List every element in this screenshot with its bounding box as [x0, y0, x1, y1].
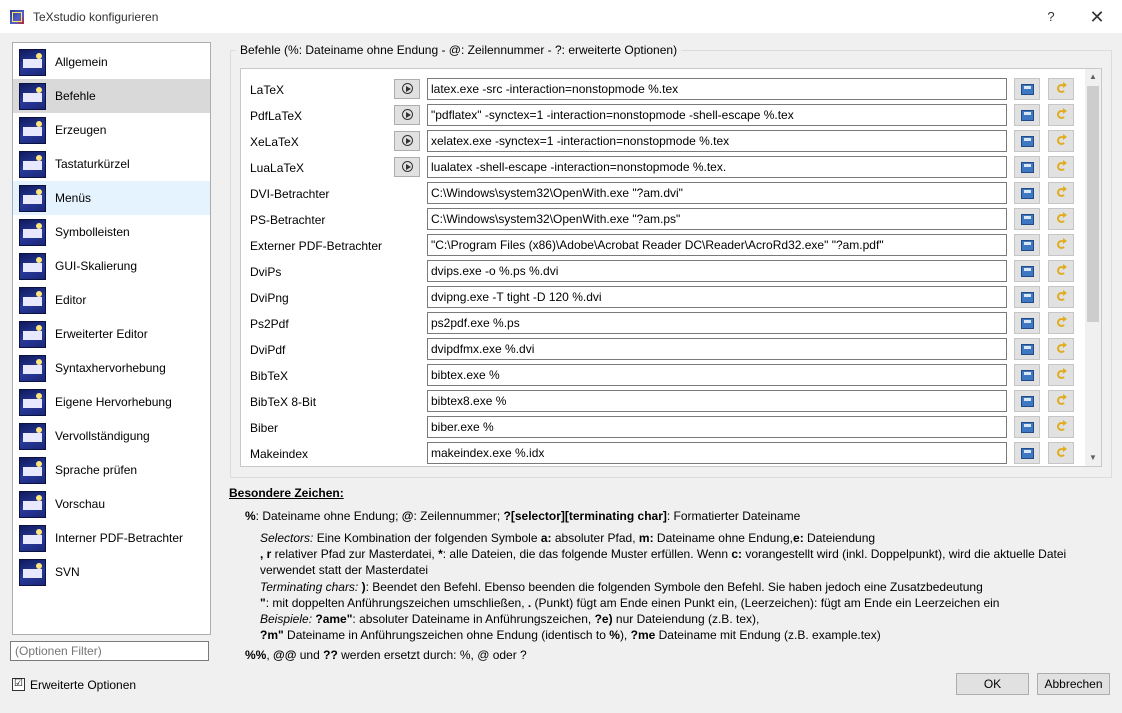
scroll-up-arrow-icon[interactable]: ▲ — [1089, 72, 1097, 81]
wizard-play-icon — [402, 161, 413, 172]
save-command-button[interactable] — [1014, 208, 1040, 230]
info-italic: Terminating chars: — [260, 579, 359, 594]
sidebar-item-label: Allgemein — [55, 55, 108, 69]
save-command-button[interactable] — [1014, 234, 1040, 256]
commands-scrollbar[interactable] — [1085, 69, 1101, 466]
sidebar-item[interactable] — [13, 351, 210, 385]
command-row — [241, 363, 1086, 389]
editor-icon — [19, 287, 46, 314]
reset-command-button[interactable] — [1048, 390, 1074, 412]
undo-arrow-icon — [1057, 370, 1066, 379]
undo-arrow-icon — [1057, 396, 1066, 405]
reset-command-button[interactable] — [1048, 78, 1074, 100]
undo-arrow-icon — [1057, 240, 1066, 249]
save-command-button[interactable] — [1014, 260, 1040, 282]
syntax-icon — [19, 355, 46, 382]
save-command-button[interactable] — [1014, 104, 1040, 126]
reset-command-button[interactable] — [1048, 286, 1074, 308]
preview-icon — [19, 491, 46, 518]
texstudio-app-icon — [10, 10, 24, 24]
reset-command-button[interactable] — [1048, 104, 1074, 126]
command-row — [241, 129, 1086, 155]
command-label: LuaLaTeX — [250, 161, 305, 175]
sidebar-item-label: Symbolleisten — [55, 225, 130, 239]
sidebar-item-label: SVN — [55, 565, 80, 579]
command-input[interactable]: dvipdfmx.exe %.dvi — [427, 338, 1007, 360]
command-row — [241, 259, 1086, 285]
command-label: Biber — [250, 421, 279, 435]
reset-command-button[interactable] — [1048, 338, 1074, 360]
save-disk-icon — [1021, 188, 1034, 199]
info-text: nur Dateiendung (z.B. tex), — [612, 612, 760, 627]
info-text: , — [266, 648, 274, 662]
info-line-last — [245, 648, 527, 662]
info-text: Dateiendung — [803, 531, 876, 545]
command-row — [241, 207, 1086, 233]
info-token: m: — [638, 531, 654, 545]
info-text: : Formatierter Dateiname — [666, 509, 801, 523]
undo-arrow-icon — [1057, 162, 1066, 171]
save-disk-icon — [1021, 396, 1034, 407]
undo-arrow-icon — [1057, 422, 1066, 431]
save-disk-icon — [1021, 214, 1034, 225]
command-input[interactable]: xelatex.exe -synctex=1 -interaction=nonstopmode %.tex — [427, 130, 1007, 152]
save-command-button[interactable] — [1014, 286, 1040, 308]
close-button[interactable]: ✕ — [1089, 7, 1105, 27]
command-input[interactable]: bibtex.exe % — [427, 364, 1007, 386]
save-command-button[interactable] — [1014, 338, 1040, 360]
command-label: BibTeX — [250, 369, 289, 383]
pdf-viewer-icon — [19, 525, 46, 552]
reset-command-button[interactable] — [1048, 208, 1074, 230]
info-text: : Zeilennummer; — [413, 509, 504, 523]
sidebar-item[interactable] — [13, 555, 210, 589]
command-input[interactable]: biber.exe % — [427, 416, 1007, 438]
info-token: ?m" — [260, 628, 284, 643]
undo-arrow-icon — [1057, 110, 1066, 119]
save-disk-icon — [1021, 84, 1034, 95]
sidebar-item[interactable] — [13, 215, 210, 249]
sidebar-item[interactable] — [13, 113, 210, 147]
command-input[interactable]: lualatex -shell-escape -interaction=nonstopmode %.tex. — [427, 156, 1007, 178]
info-token: ?e) — [594, 612, 613, 627]
undo-arrow-icon — [1057, 292, 1066, 301]
info-text: und — [296, 648, 324, 662]
info-text: absoluter Pfad, — [551, 531, 639, 545]
undo-arrow-icon — [1057, 188, 1066, 197]
command-row — [241, 337, 1086, 363]
info-token: @ — [401, 509, 414, 523]
info-token: ) — [361, 579, 366, 594]
highlight-icon — [19, 389, 46, 416]
save-disk-icon — [1021, 318, 1034, 329]
sidebar-item[interactable] — [13, 147, 210, 181]
command-label: Ps2Pdf — [250, 317, 289, 331]
info-text: Dateiname in Anführungszeichen ohne Endung (identisch to — [283, 628, 610, 643]
examples2-paragraph — [260, 627, 1112, 643]
sidebar-item-label: Befehle — [55, 89, 96, 103]
command-input[interactable]: bibtex8.exe % — [427, 390, 1007, 412]
terminating-paragraph — [260, 579, 1112, 595]
reset-command-button[interactable] — [1048, 130, 1074, 152]
save-disk-icon — [1021, 344, 1034, 355]
sidebar-item-label: Syntaxhervorhebung — [55, 361, 166, 375]
command-input[interactable]: "C:\Program Files (x86)\Adobe\Acrobat Reader DC\Reader\AcroRd32.exe" "?am.pdf" — [427, 234, 1007, 256]
reset-command-button[interactable] — [1048, 364, 1074, 386]
scrollbar-thumb[interactable] — [1087, 86, 1099, 322]
keyboard-icon — [19, 151, 46, 178]
window-title: TeXstudio konfigurieren — [33, 10, 159, 24]
command-input[interactable]: dvips.exe -o %.ps %.dvi — [427, 260, 1007, 282]
info-details — [260, 530, 1112, 643]
sidebar-item[interactable] — [13, 45, 210, 79]
info-text: : alle Dateien, die das folgende Muster erfüllen. Wenn — [442, 547, 732, 562]
save-command-button[interactable] — [1014, 364, 1040, 386]
command-input[interactable]: C:\Windows\system32\OpenWith.exe "?am.dvi" — [427, 182, 1007, 204]
title-bar — [0, 0, 1122, 33]
command-row — [241, 389, 1086, 415]
wizard-play-icon — [402, 83, 413, 94]
info-token: @@ — [273, 648, 297, 662]
save-disk-icon — [1021, 240, 1034, 251]
completion-icon — [19, 423, 46, 450]
command-input[interactable]: dvipng.exe -T tight -D 120 %.dvi — [427, 286, 1007, 308]
wizard-play-icon — [402, 109, 413, 120]
scaling-icon — [19, 253, 46, 280]
sidebar-item-label: Erweiterter Editor — [55, 327, 148, 341]
info-token: " — [260, 595, 266, 610]
sidebar-item[interactable] — [13, 181, 210, 215]
info-token: . — [527, 595, 532, 610]
sidebar-item-label: Tastaturkürzel — [55, 157, 130, 171]
command-row — [241, 155, 1086, 181]
save-command-button[interactable] — [1014, 182, 1040, 204]
save-command-button[interactable] — [1014, 390, 1040, 412]
quotes-paragraph — [260, 595, 1112, 611]
examples-paragraph — [260, 611, 1112, 627]
txs-icon — [19, 49, 46, 76]
info-token: * — [438, 547, 443, 562]
wizard-play-icon — [402, 135, 413, 146]
info-token: ?? — [323, 648, 338, 662]
reset-command-button[interactable] — [1048, 442, 1074, 464]
commands-group-title: Befehle (%: Dateiname ohne Endung - @: Zeilennummer - ?: erweiterte Optionen) — [236, 43, 681, 57]
info-text: vorangestellt wird (inkl. Doppelpunkt), wird die aktuelle Datei verwendet statt der Masterdatei — [260, 547, 1067, 578]
command-input[interactable]: ps2pdf.exe %.ps — [427, 312, 1007, 334]
info-italic: Selectors: — [260, 531, 314, 545]
sidebar-item-label: Editor — [55, 293, 87, 307]
command-row — [241, 285, 1086, 311]
save-disk-icon — [1021, 370, 1034, 381]
spellcheck-icon — [19, 457, 46, 484]
menu-icon — [19, 185, 46, 212]
save-disk-icon — [1021, 110, 1034, 121]
undo-arrow-icon — [1057, 136, 1066, 145]
info-text: werden ersetzt durch: %, @ oder ? — [337, 648, 527, 662]
command-input[interactable]: C:\Windows\system32\OpenWith.exe "?am.ps" — [427, 208, 1007, 230]
save-disk-icon — [1021, 448, 1034, 459]
sidebar-item[interactable] — [13, 521, 210, 555]
sidebar-item[interactable] — [13, 453, 210, 487]
command-row — [241, 233, 1086, 259]
toolbar-icon — [19, 219, 46, 246]
info-text: : absoluter Dateiname in Anführungszeichen, — [352, 612, 595, 627]
sidebar-item-label: Vervollständigung — [55, 429, 150, 443]
save-disk-icon — [1021, 422, 1034, 433]
reset-command-button[interactable] — [1048, 312, 1074, 334]
reset-command-button[interactable] — [1048, 182, 1074, 204]
info-token: %% — [245, 648, 267, 662]
info-text: relativer Pfad zur Masterdatei, — [271, 547, 439, 562]
command-row — [241, 77, 1086, 103]
command-label: PdfLaTeX — [250, 109, 303, 123]
save-disk-icon — [1021, 162, 1034, 173]
command-label: DviPs — [250, 265, 282, 279]
scroll-down-arrow-icon[interactable]: ▼ — [1089, 453, 1097, 462]
undo-arrow-icon — [1057, 266, 1066, 275]
sidebar-item-label: Menüs — [55, 191, 92, 205]
advanced-options-checkbox[interactable]: ☑ — [12, 678, 25, 691]
sidebar-item[interactable] — [13, 283, 210, 317]
info-token: , r — [260, 547, 272, 562]
reset-command-button[interactable] — [1048, 156, 1074, 178]
help-button[interactable]: ? — [1047, 9, 1055, 24]
command-label: DviPdf — [250, 343, 286, 357]
cancel-button[interactable]: Abbrechen — [1037, 673, 1110, 695]
options-filter-input[interactable] — [10, 641, 209, 661]
command-label: Makeindex — [250, 447, 309, 461]
command-row — [241, 103, 1086, 129]
save-disk-icon — [1021, 292, 1034, 303]
command-row — [241, 311, 1086, 337]
undo-arrow-icon — [1057, 318, 1066, 327]
sidebar-item-label: Erzeugen — [55, 123, 107, 137]
svn-icon — [19, 559, 46, 586]
info-text: ), — [619, 628, 631, 643]
command-label: PS-Betrachter — [250, 213, 326, 227]
info-token: % — [609, 628, 620, 643]
command-wizard-button[interactable] — [394, 105, 420, 125]
sidebar-item-label: Eigene Hervorhebung — [55, 395, 172, 409]
info-italic: Beispiele: — [260, 612, 313, 627]
info-token: ?ame" — [315, 612, 353, 627]
selectors-paragraph — [260, 530, 1112, 579]
save-command-button[interactable] — [1014, 416, 1040, 438]
commands-list — [240, 68, 1102, 467]
advanced-editor-icon — [19, 321, 46, 348]
command-label: BibTeX 8-Bit — [250, 395, 317, 409]
info-line-1 — [245, 509, 800, 523]
command-wizard-button[interactable] — [394, 157, 420, 177]
sidebar-item[interactable] — [13, 419, 210, 453]
info-text: (Punkt) fügt am Ende einen Punkt ein, (Leerzeichen): fügt am Ende ein Leerzeichen ein — [531, 595, 1000, 610]
undo-arrow-icon — [1057, 84, 1066, 93]
command-input[interactable]: makeindex.exe %.idx — [427, 442, 1007, 464]
reset-command-button[interactable] — [1048, 260, 1074, 282]
command-row — [241, 181, 1086, 207]
info-token: ?[selector][terminating char] — [503, 509, 667, 523]
sidebar-item-label: GUI-Skalierung — [55, 259, 138, 273]
info-text: : Dateiname ohne Endung; — [255, 509, 402, 523]
save-command-button[interactable] — [1014, 130, 1040, 152]
command-wizard-button[interactable] — [394, 79, 420, 99]
undo-arrow-icon — [1057, 214, 1066, 223]
info-token: e: — [793, 531, 804, 545]
command-row — [241, 415, 1086, 441]
sidebar-item[interactable] — [13, 487, 210, 521]
save-command-button[interactable] — [1014, 78, 1040, 100]
info-token: ?me — [630, 628, 656, 643]
sidebar-item[interactable] — [13, 249, 210, 283]
save-disk-icon — [1021, 266, 1034, 277]
command-wizard-button[interactable] — [394, 131, 420, 151]
reset-command-button[interactable] — [1048, 234, 1074, 256]
info-text: Dateiname mit Endung (z.B. example.tex) — [655, 628, 881, 643]
advanced-options-label: Erweiterte Optionen — [30, 678, 137, 692]
info-text: Eine Kombination der folgenden Symbole — [313, 531, 541, 545]
command-row — [241, 441, 1086, 467]
command-label: LaTeX — [250, 83, 285, 97]
command-input[interactable]: "pdflatex" -synctex=1 -interaction=nonstopmode -shell-escape %.tex — [427, 104, 1007, 126]
reset-command-button[interactable] — [1048, 416, 1074, 438]
command-label: DVI-Betrachter — [250, 187, 330, 201]
info-text: : Beendet den Befehl. Ebenso beenden die folgenden Symbole den Befehl. Sie haben jedoch eine Zusatzbedeutung — [365, 579, 983, 594]
info-text: Dateiname ohne Endung, — [653, 531, 794, 545]
command-label: XeLaTeX — [250, 135, 299, 149]
info-token: c: — [731, 547, 743, 562]
undo-arrow-icon — [1057, 344, 1066, 353]
latex-icon — [19, 83, 46, 110]
special-characters-heading: Besondere Zeichen: — [229, 486, 344, 500]
save-command-button[interactable] — [1014, 312, 1040, 334]
sidebar-item[interactable] — [13, 385, 210, 419]
save-command-button[interactable] — [1014, 156, 1040, 178]
sidebar-item[interactable] — [13, 317, 210, 351]
info-token: % — [245, 509, 256, 523]
save-command-button[interactable] — [1014, 442, 1040, 464]
command-label: Externer PDF-Betrachter — [250, 239, 383, 253]
ok-button[interactable]: OK — [956, 673, 1029, 695]
options-sidebar — [12, 42, 211, 635]
sidebar-item-label: Sprache prüfen — [55, 463, 138, 477]
info-text: : mit doppelten Anführungszeichen umschließen, — [265, 595, 528, 610]
command-input[interactable]: latex.exe -src -interaction=nonstopmode %.tex — [427, 78, 1007, 100]
undo-arrow-icon — [1057, 448, 1066, 457]
build-icon — [19, 117, 46, 144]
sidebar-item-label: Interner PDF-Betrachter — [55, 531, 184, 545]
info-token: a: — [540, 531, 552, 545]
sidebar-item-label: Vorschau — [55, 497, 106, 511]
command-label: DviPng — [250, 291, 289, 305]
sidebar-item[interactable] — [13, 79, 210, 113]
save-disk-icon — [1021, 136, 1034, 147]
